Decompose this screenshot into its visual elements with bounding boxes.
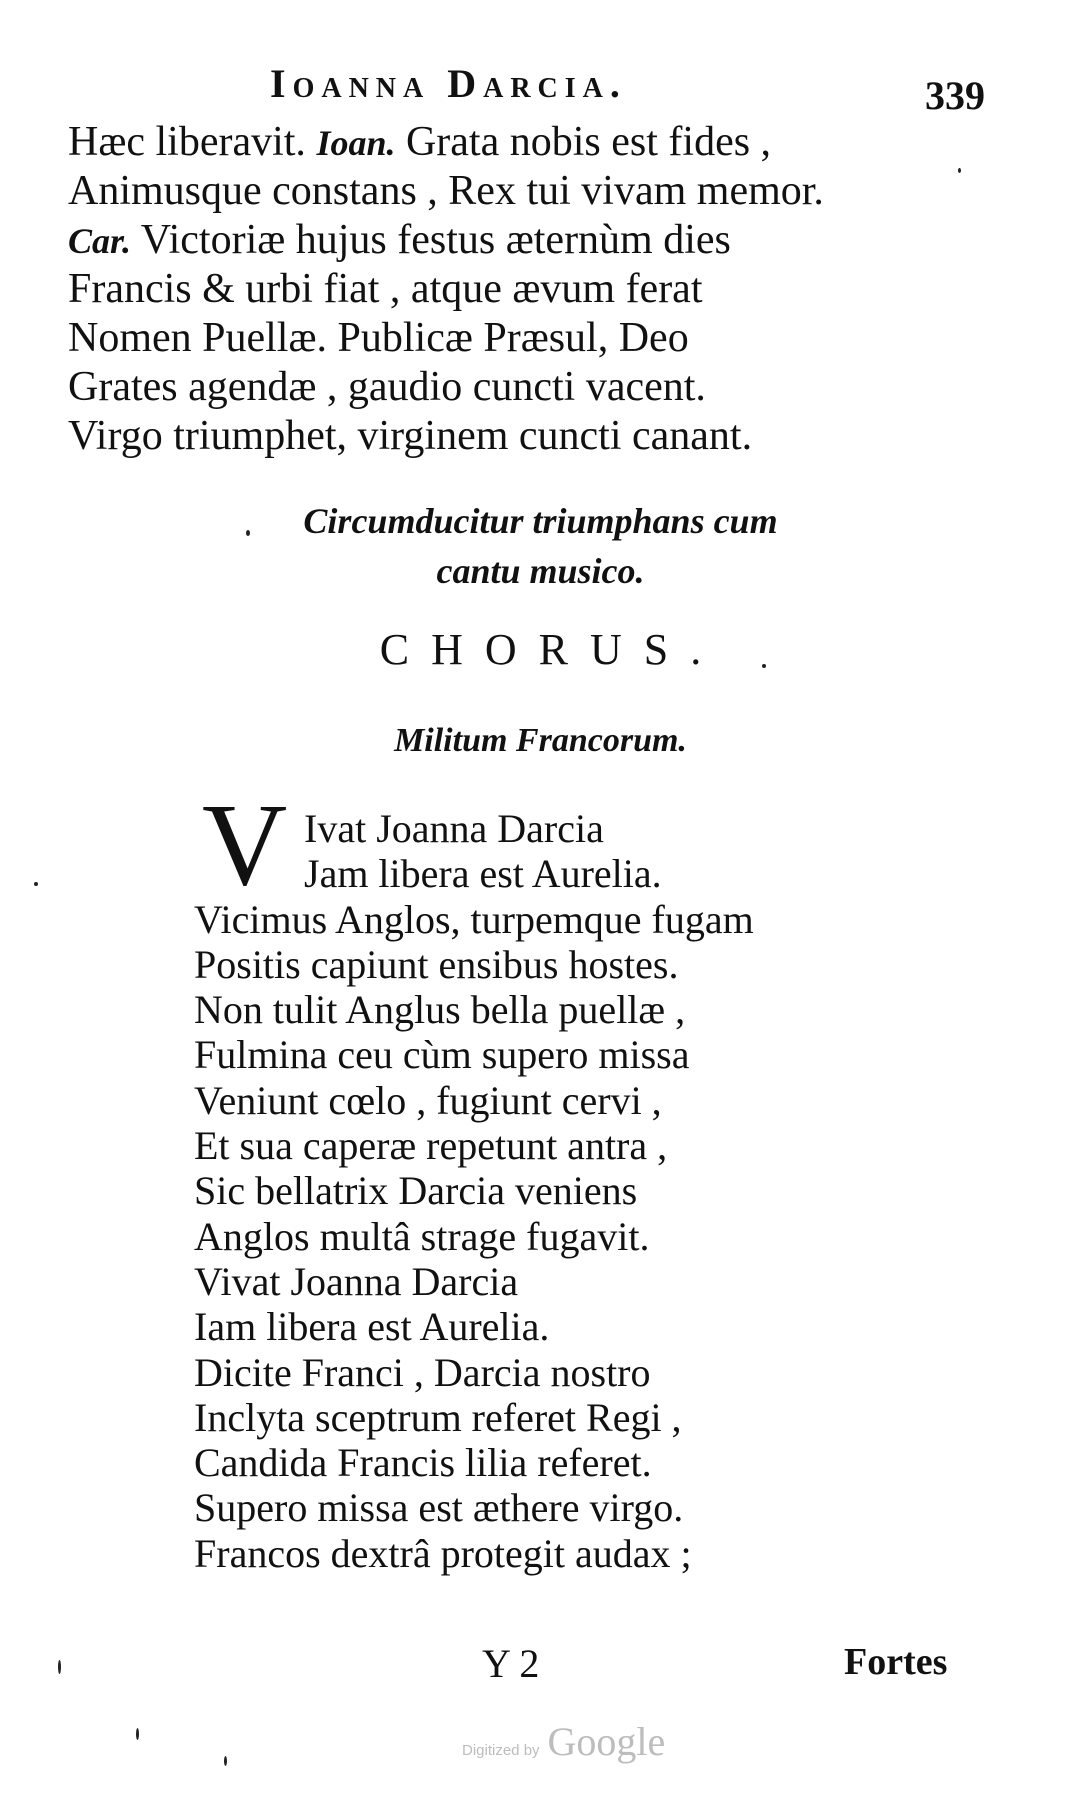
verse-line [68,118,1028,167]
page-number: 339 [925,73,985,118]
chorus-line: Supero missa est æthere virgo. [194,1485,684,1531]
chorus-line: Jam libera est Aurelia. [304,851,662,897]
scan-speck [246,530,250,536]
chorus-line: Francos dextrâ protegit audax ; [194,1530,692,1576]
verse-text: Virgo triumphet, virginem cuncti canant. [68,413,753,459]
signature-mark: Y 2 [482,1641,540,1686]
verse-line [68,314,1028,363]
scan-speck [762,664,766,668]
chorus-verse [194,806,994,1576]
drop-cap: V [202,779,288,910]
verse-line [68,363,1028,412]
speaker-name: Ioan. [316,123,396,163]
verse-text: Animusque constans , Rex tui vivam memor. [68,168,824,214]
chorus-line: Iam libera est Aurelia. [194,1304,550,1350]
verse-text: Victoriæ hujus festus æternùm dies [131,217,731,263]
scan-speck [136,1728,139,1740]
verse-text: Grata nobis est fides , [395,119,772,165]
chorus-line: Fulmina ceu cùm supero missa [194,1032,690,1078]
speaker-name: Car. [68,221,132,261]
chorus-line: Candida Francis lilia referet. [194,1440,652,1486]
chorus-subtitle: Militum Francorum. [394,722,687,759]
chorus-line: Inclyta sceptrum referet Regi , [194,1394,682,1440]
verse-line [68,412,1028,461]
chorus-line: Vicimus Anglos, turpemque fugam [194,896,754,942]
verse-text: Nomen Puellæ. Publicæ Præsul, Deo [68,315,689,361]
chorus-line: Anglos multâ strage fugavit. [194,1213,650,1259]
chorus-line: Et sua caperæ repetunt antra , [194,1123,668,1169]
stage-direction [0,496,1081,596]
scan-speck [224,1756,227,1766]
chorus-line: Non tulit Anglus bella puellæ , [194,987,686,1033]
stage-direction-line: cantu musico. [436,551,645,591]
chorus-line: Sic bellatrix Darcia veniens [194,1168,638,1214]
verse-line [68,167,1028,216]
scan-speck [34,882,38,886]
watermark-logo: Google [547,1719,666,1764]
scan-speck [58,1660,61,1674]
chorus-line: Vivat Joanna Darcia [194,1258,519,1304]
chorus-line: Positis capiunt ensibus hostes. [194,941,679,987]
digitized-watermark [462,1718,665,1765]
running-title: Ioanna Darcia. [270,61,627,106]
catchword: Fortes [844,1641,948,1683]
verse-line [68,216,1028,265]
chorus-title: CHORUS. [379,625,724,674]
stage-direction-line: Circumducitur triumphans cum [303,501,778,541]
verse-text: Grates agendæ , gaudio cuncti vacent. [68,364,706,410]
watermark-prefix: Digitized by [462,1742,540,1759]
chorus-line: Ivat Joanna Darcia [304,806,604,851]
verse-text: Hæc liberavit. [68,119,317,165]
chorus-line: Dicite Franci , Darcia nostro [194,1349,651,1395]
chorus-line: Veniunt cœlo , fugiunt cervi , [194,1077,662,1123]
verse-text: Francis & urbi fiat , atque ævum ferat [68,266,703,312]
scan-speck [958,168,961,173]
verse-line [68,265,1028,314]
dialogue-verse [68,118,1028,461]
